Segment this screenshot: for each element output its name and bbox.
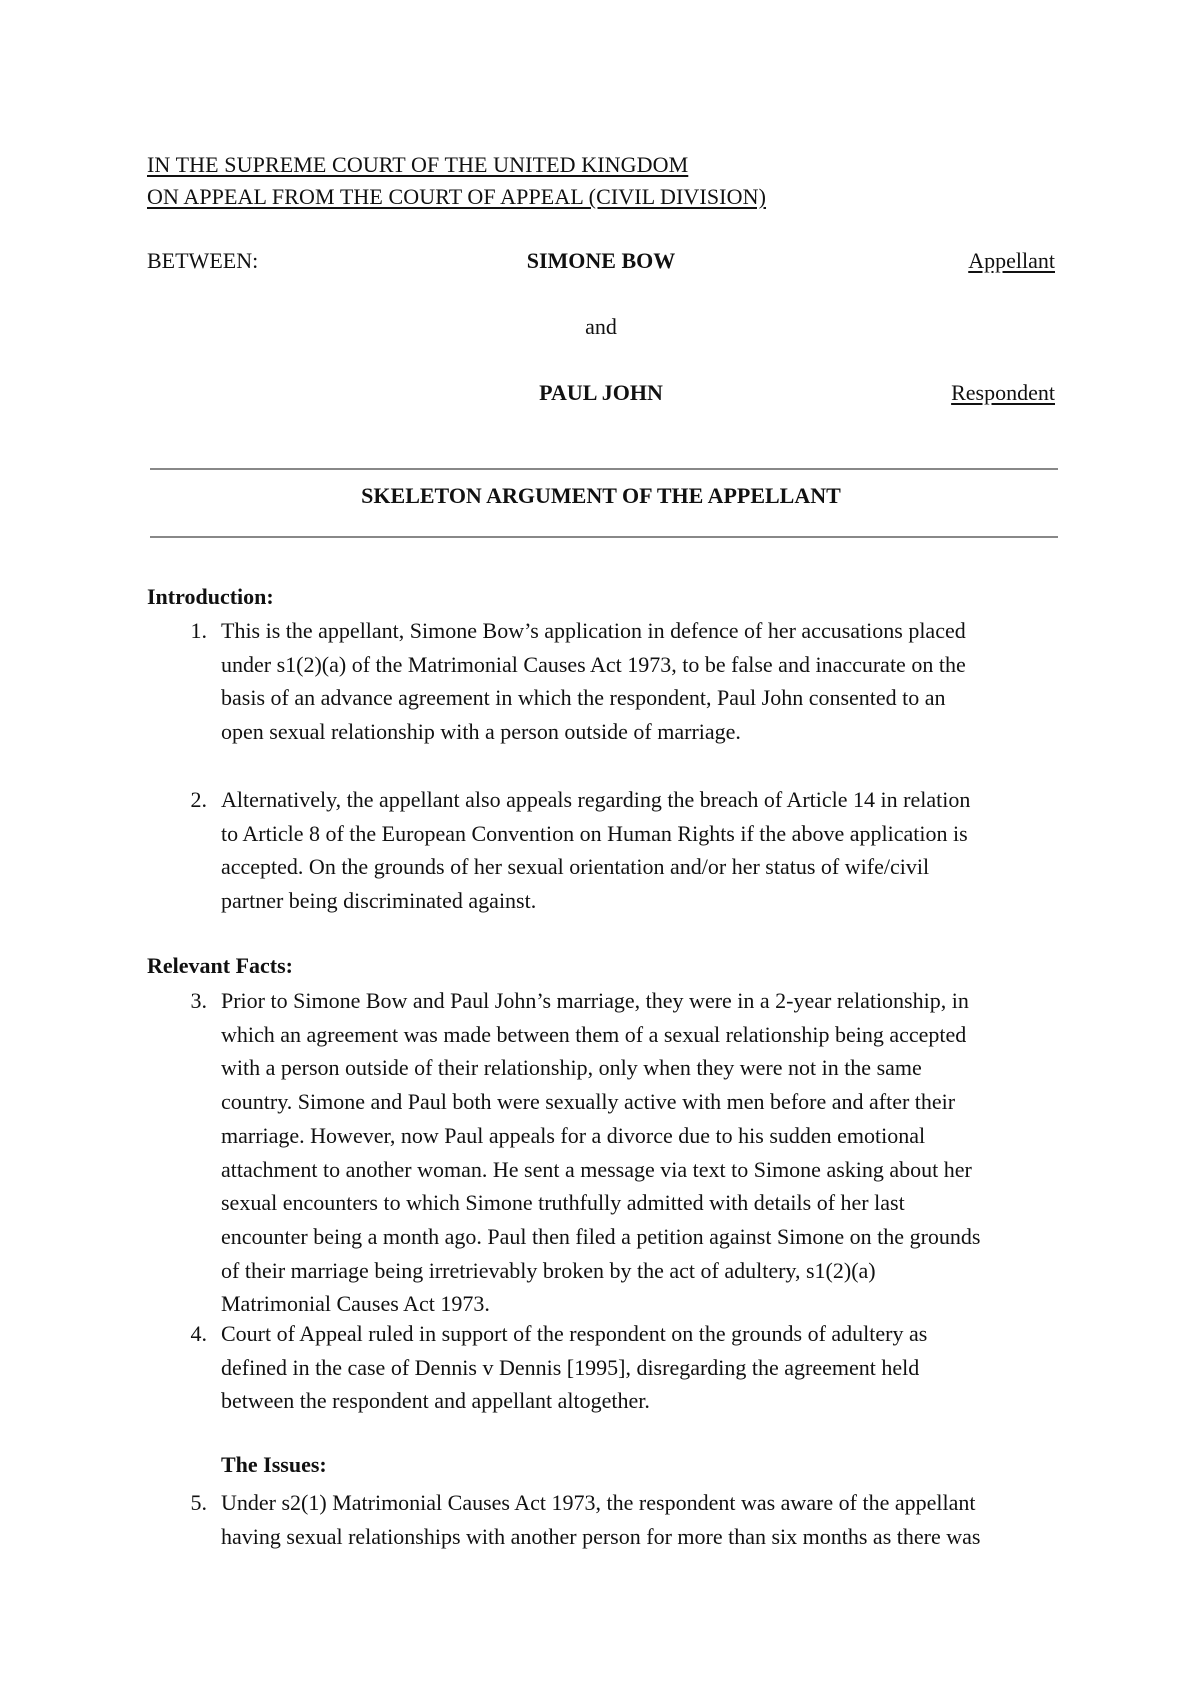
and-separator: and (585, 314, 617, 339)
paragraph-line: Matrimonial Causes Act 1973. (221, 1291, 490, 1317)
relevant-facts-heading: Relevant Facts: (147, 953, 294, 978)
paragraph-line: partner being discriminated against. (221, 888, 537, 914)
title-rule-bottom (150, 536, 1058, 538)
paragraph-number: 1. (190, 618, 207, 643)
paragraph-line: basis of an advance agreement in which the respondent, Paul John consented to an (221, 685, 946, 711)
paragraph-number: 3. (190, 988, 207, 1013)
respondent-row (147, 380, 1055, 410)
paragraph-line: under s1(2)(a) of the Matrimonial Causes Act 1973, to be false and inaccurate on the (221, 651, 966, 677)
paragraph-line: Alternatively, the appellant also appeals regarding the breach of Article 14 in relation (221, 787, 971, 812)
paragraph-line: accepted. On the grounds of her sexual orientation and/or her status of wife/civil (221, 854, 930, 880)
paragraph-line: defined in the case of Dennis v Dennis [1995], disregarding the agreement held (221, 1354, 920, 1380)
respondent-role: Respondent (951, 380, 1055, 405)
paragraph-line: with a person outside of their relationship, only when they were not in the same (221, 1055, 922, 1081)
paragraph-text (221, 1486, 1081, 1553)
paragraph-line: open sexual relationship with a person outside of marriage. (221, 719, 741, 745)
between-label: BETWEEN: (147, 248, 259, 273)
paragraph-number: 2. (190, 787, 207, 812)
issues-heading: The Issues: (221, 1452, 327, 1477)
paragraph-line: Court of Appeal ruled in support of the respondent on the grounds of adultery as (221, 1321, 928, 1346)
paragraph-line: Prior to Simone Bow and Paul John’s marriage, they were in a 2-year relationship, in (221, 988, 969, 1013)
paragraph-line: which an agreement was made between them of a sexual relationship being accepted (221, 1021, 967, 1047)
paragraph-line: Under s2(1) Matrimonial Causes Act 1973, the respondent was aware of the appellant (221, 1490, 976, 1515)
paragraph-line: of their marriage being irretrievably broken by the act of adultery, s1(2)(a) (221, 1257, 876, 1283)
paragraph-text (221, 783, 1081, 918)
appellant-row (147, 248, 1055, 278)
paragraph-text (221, 984, 1081, 1321)
paragraph-line: This is the appellant, Simone Bow’s application in defence of her accusations placed (221, 618, 966, 643)
paragraph-line: country. Simone and Paul both were sexually active with men before and after their (221, 1089, 956, 1115)
paragraph-line: attachment to another woman. He sent a message via text to Simone asking about her (221, 1156, 972, 1182)
paragraph-line: sexual encounters to which Simone truthfully admitted with details of her last (221, 1190, 905, 1216)
paragraph-line: marriage. However, now Paul appeals for a divorce due to his sudden emotional (221, 1122, 926, 1148)
title-rule-top (150, 468, 1058, 470)
paragraph-line: between the respondent and appellant altogether. (221, 1388, 650, 1414)
paragraph-line: encounter being a month ago. Paul then filed a petition against Simone on the grounds (221, 1223, 981, 1249)
paragraph-text (221, 614, 1081, 749)
respondent-name: PAUL JOHN (539, 380, 663, 405)
appellant-name: SIMONE BOW (526, 248, 676, 273)
appellant-role: Appellant (968, 248, 1055, 273)
appeal-from-line: ON APPEAL FROM THE COURT OF APPEAL (CIVIL DIVISION) (147, 184, 767, 209)
paragraph-text (221, 1317, 1081, 1418)
document-title: SKELETON ARGUMENT OF THE APPELLANT (361, 483, 841, 508)
paragraph-number: 5. (190, 1490, 207, 1515)
paragraph-line: having sexual relationships with another person for more than six months as there was (221, 1523, 981, 1549)
paragraph-line: to Article 8 of the European Convention on Human Rights if the above application is (221, 820, 968, 846)
court-name-line: IN THE SUPREME COURT OF THE UNITED KINGDOM (147, 152, 689, 177)
paragraph-number: 4. (190, 1321, 207, 1346)
introduction-heading: Introduction: (147, 584, 274, 609)
